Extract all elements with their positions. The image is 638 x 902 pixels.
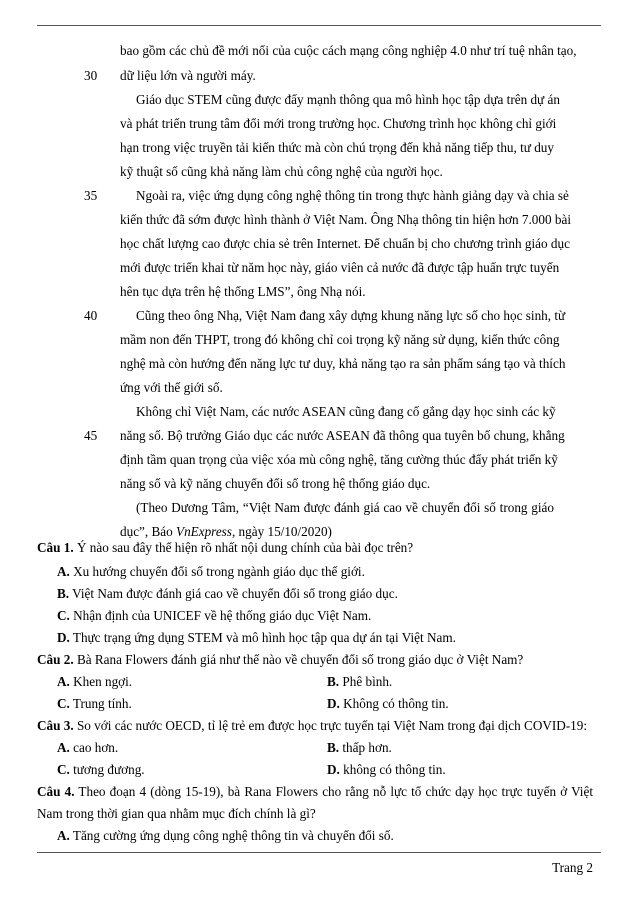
question-label: Câu 4. [37,784,75,799]
top-rule [37,25,601,26]
passage-line: kiến thức đã sớm được hình thành ở Việt Nam. Ông Nhạ thông tin hiện hơn 7.000 bài [120,212,572,227]
option-key: B. [327,674,340,689]
option-text: Không có thông tin. [339,696,449,711]
passage-line: kỹ thuật số cũng khả năng làm chủ công nghệ của người học. [120,164,443,179]
answer-option[interactable] [327,696,449,712]
passage-line: mầm non đến THPT, trong đó không chỉ coi trọng kỹ năng sử dụng, kiến thức công [120,332,560,347]
answer-option[interactable] [327,762,446,778]
option-text: thấp hơn. [339,740,392,755]
citation-line: (Theo Dương Tâm, “Việt Nam được đánh giá cao về chuyển đổi số trong giáo [136,500,554,515]
answer-option[interactable] [327,740,392,756]
option-text: Tăng cường ứng dụng công nghệ thông tin và chuyển đổi số. [69,828,394,843]
question-label: Câu 1. [37,540,74,555]
question-text [37,540,593,556]
option-text: cao hơn. [69,740,119,755]
citation-date: , ngày 15/10/2020) [231,524,332,539]
question-label: Câu 3. [37,718,74,733]
question-text [37,718,593,734]
question-prompt: So với các nước OECD, tỉ lệ trẻ em được học trực tuyến tại Việt Nam trong đại dịch COVID-19: [73,718,588,733]
line-number: 40 [84,308,98,323]
answer-option[interactable] [57,586,398,602]
passage-line: Không chỉ Việt Nam, các nước ASEAN cũng đang cố gắng dạy học sinh các kỹ [136,404,556,419]
option-text: Trung tính. [69,696,132,711]
option-text: tương đương. [69,762,145,777]
page-number: Trang 2 [552,860,593,875]
option-key: D. [327,696,340,711]
passage-line: năng số. Bộ trưởng Giáo dục các nước ASEAN đã thông qua tuyên bố chung, khẳng [120,428,565,443]
option-key: B. [57,586,70,601]
option-text: Việt Nam được đánh giá cao về chuyển đổi số trong giáo dục. [69,586,398,601]
option-key: D. [57,630,70,645]
passage-line: định tầm quan trọng của việc xóa mù công nghệ, tăng cường thúc đẩy phát triển kỹ [120,452,558,467]
citation-source: VnExpress [176,524,232,539]
passage-line: Giáo dục STEM cũng được đẩy mạnh thông qua mô hình học tập dựa trên dự án [136,92,560,107]
question-label: Câu 2. [37,652,74,667]
answer-option[interactable] [57,696,132,712]
passage-line: năng số và kỹ năng chuyển đổi số trong hệ thống giáo dục. [120,476,431,491]
passage-line: hên tục dựa trên hệ thống LMS”, ông Nhạ nói. [120,284,366,299]
passage-line: Ngoài ra, việc ứng dụng công nghệ thông tin trong thực hành giảng dạy và chia sẻ [136,188,569,203]
question-prompt: Theo đoạn 4 (dòng 15-19), bà Rana Flowers cho rằng nỗ lực tổ chức dạy học trực tuyến ở Việt [74,784,593,799]
line-number: 30 [84,68,98,83]
passage-line: ứng với thế giới số. [120,380,223,395]
line-number: 35 [84,188,98,203]
passage-line: hạn trong việc truyền tải kiến thức mà còn chú trọng đến khả năng tiếp thu, tư duy [120,140,554,155]
citation-line [120,524,554,540]
answer-option[interactable] [57,762,145,778]
question-text [37,652,593,668]
option-text: không có thông tin. [339,762,446,777]
answer-option[interactable] [57,608,371,624]
answer-option[interactable] [327,674,392,690]
passage-line: dữ liệu lớn và người máy. [120,68,256,83]
answer-option[interactable] [57,564,365,580]
option-key: A. [57,564,70,579]
passage-line: nghệ mà còn hướng đến năng lực tư duy, khả năng tạo ra sản phẩm sáng tạo và thích [120,356,566,371]
option-key: A. [57,828,70,843]
answer-option[interactable] [57,740,118,756]
answer-option[interactable] [57,674,132,690]
option-key: C. [57,608,70,623]
option-key: C. [57,762,70,777]
answer-option[interactable] [57,630,456,646]
citation-text: dục”, Báo [120,524,177,539]
question-prompt: Ý nào sau đây thể hiện rõ nhất nội dung chính của bài đọc trên? [73,540,414,555]
option-text: Nhận định của UNICEF về hệ thống giáo dục Việt Nam. [69,608,372,623]
question-text-cont: Nam trong thời gian qua nhằm mục đích chính là gì? [37,806,316,821]
option-text: Xu hướng chuyển đổi số trong ngành giáo dục thế giới. [69,564,365,579]
option-key: A. [57,674,70,689]
line-number: 45 [84,428,98,443]
option-text: Thực trạng ứng dụng STEM và mô hình học tập qua dự án tại Việt Nam. [69,630,456,645]
option-key: A. [57,740,70,755]
passage-line: học chất lượng cao được chia sẻ trên Internet. Để chuẩn bị cho chương trình giáo dục [120,236,570,251]
option-key: C. [57,696,70,711]
answer-option[interactable] [57,828,394,844]
option-text: Khen ngợi. [69,674,133,689]
question-text [37,784,593,800]
question-prompt: Bà Rana Flowers đánh giá như thế nào về chuyển đổi số trong giáo dục ở Việt Nam? [73,652,524,667]
passage-line: mới được triển khai từ năm học này, giáo viên cả nước đã được tập huấn trực tuyến [120,260,560,275]
option-key: B. [327,740,340,755]
option-key: D. [327,762,340,777]
option-text: Phê bình. [339,674,393,689]
passage-line: và phát triển trung tâm đổi mới trong trường học. Chương trình học không chỉ giới [120,116,557,131]
passage-line: bao gồm các chủ đề mới nổi của cuộc cách mạng công nghiệp 4.0 như trí tuệ nhân tạo, [120,43,577,58]
passage-line: Cũng theo ông Nhạ, Việt Nam đang xây dựng khung năng lực số cho học sinh, từ [136,308,566,323]
bottom-rule [37,852,601,853]
